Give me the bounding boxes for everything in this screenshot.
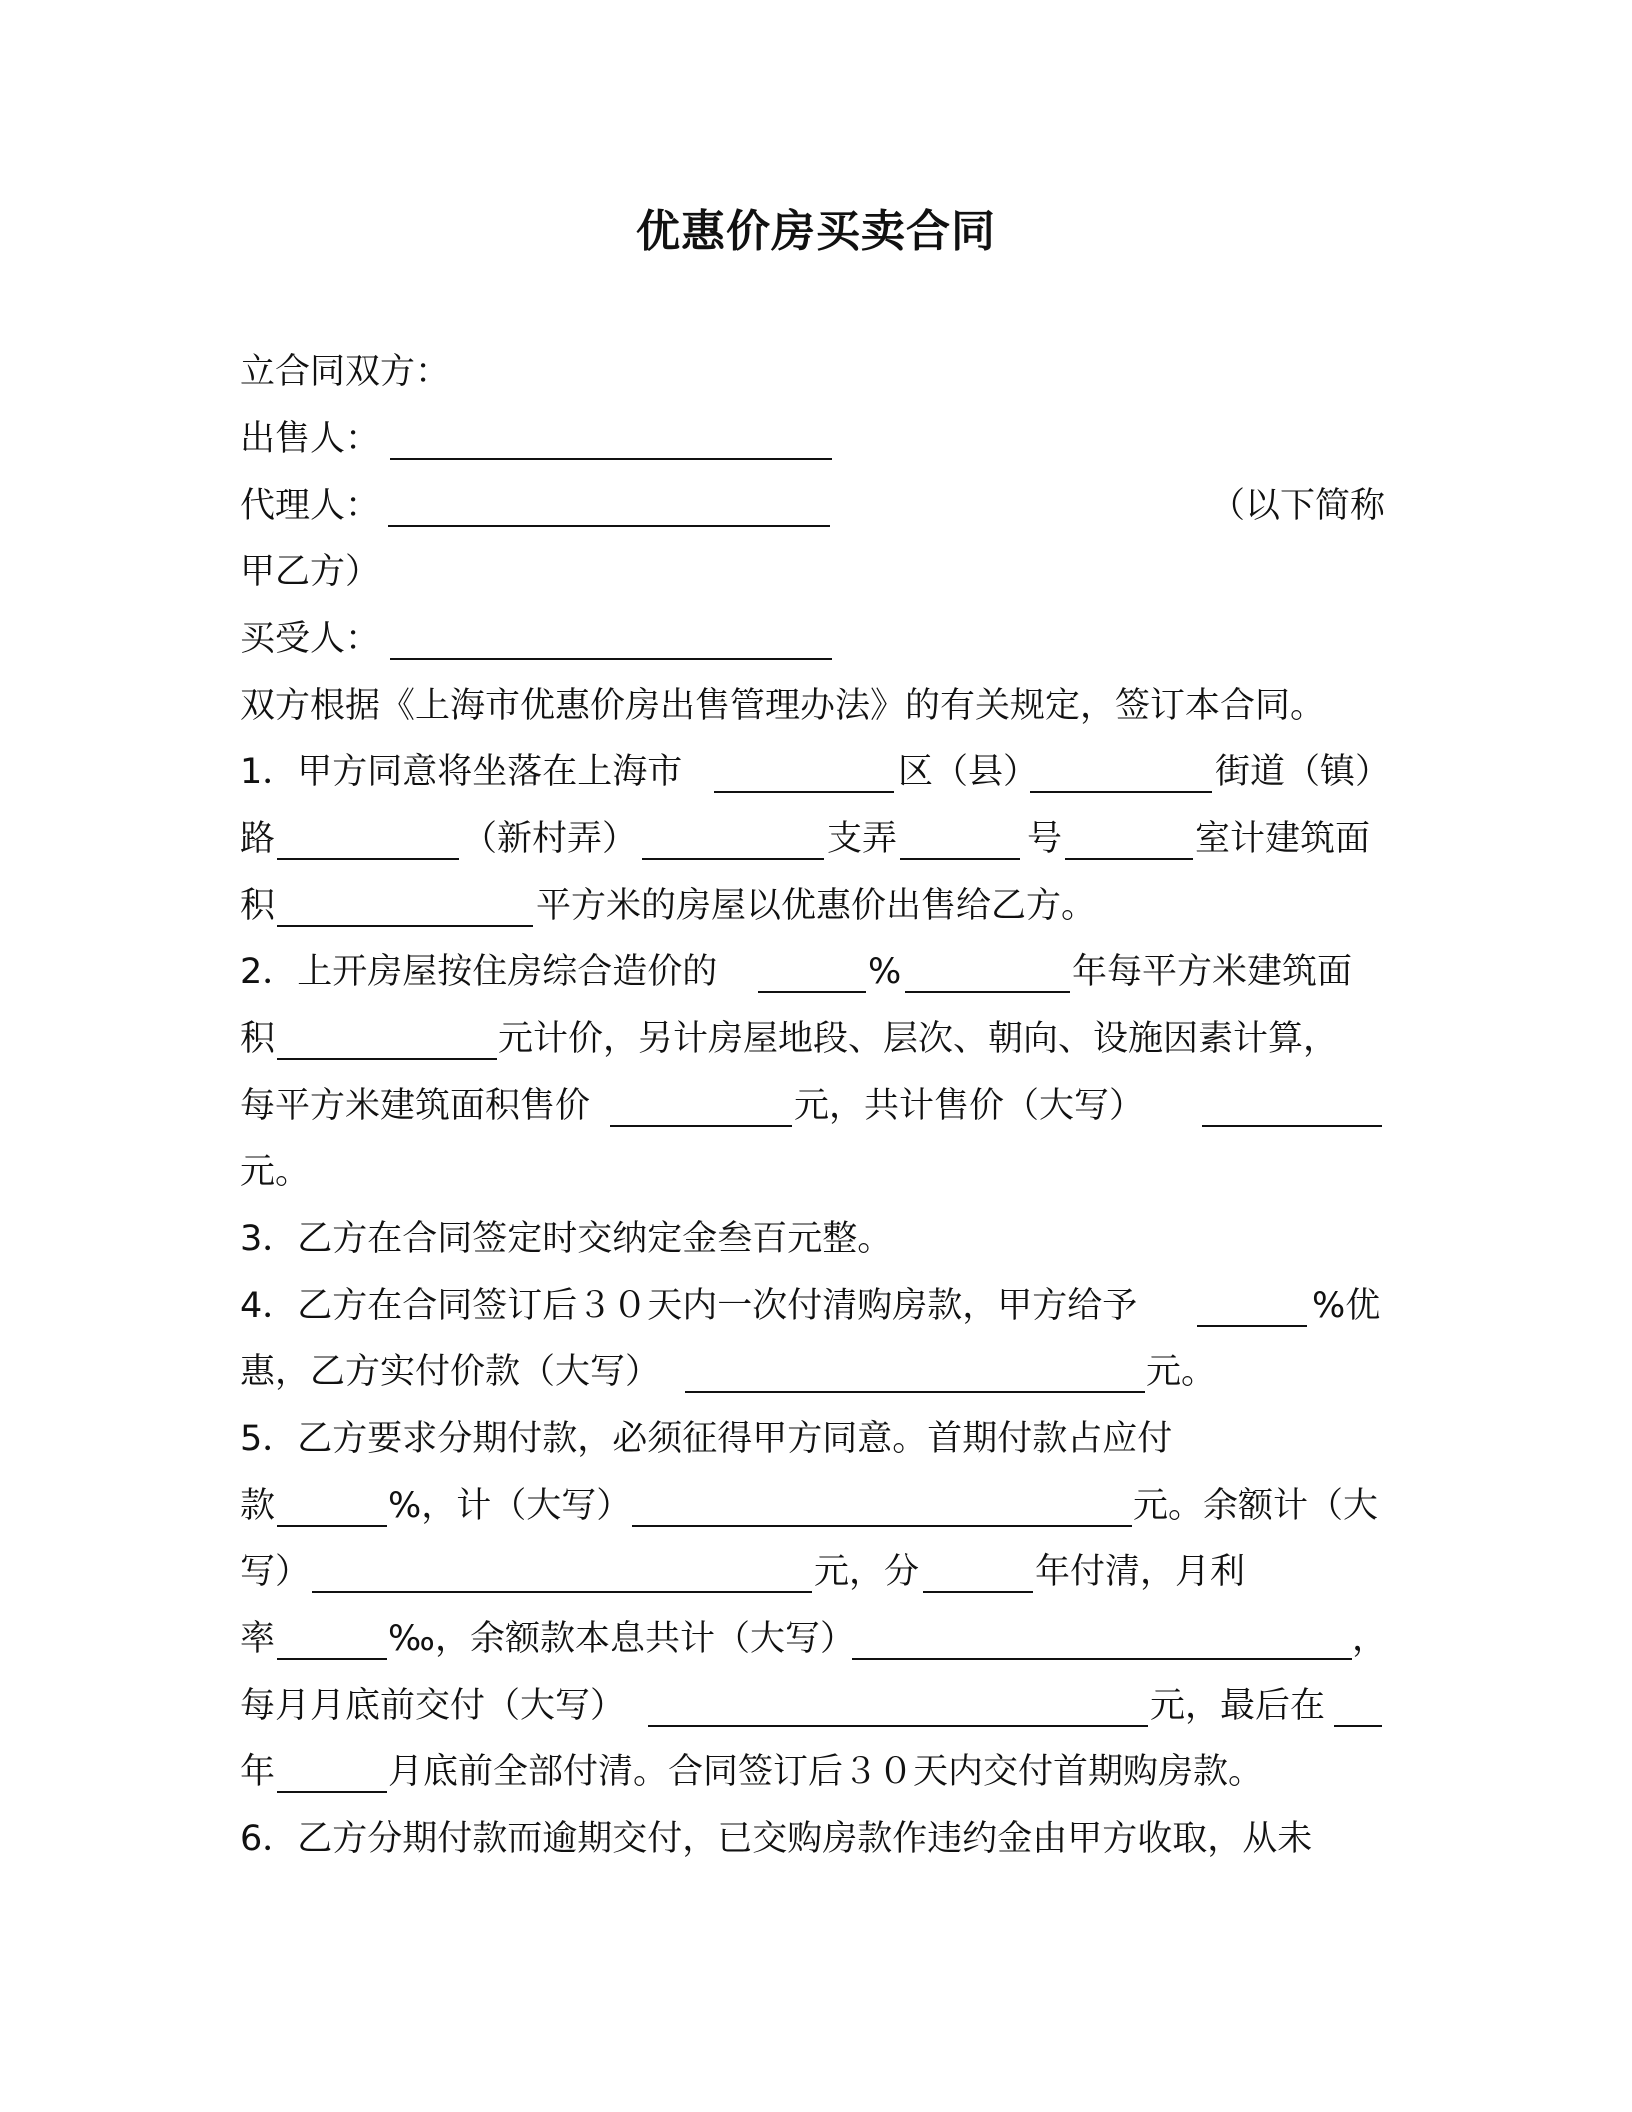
agent-label: 代理人： [240,486,381,526]
clause2-line1 [240,947,1384,1014]
monthly-amount-blank [648,1725,1148,1727]
clause4-start: 4．乙方在合同签订后３０天内一次付清购房款，甲方给予 [240,1286,1138,1326]
clause5-last: 元，最后在 [1150,1686,1326,1726]
unit-price-blank [277,1058,497,1060]
clause1-line1 [240,747,1391,814]
down-payment-amount-blank [632,1525,1132,1527]
clause5-installments: 元，分 [814,1552,920,1592]
parties-heading: 立合同双方： [240,352,451,392]
clause1-street: 街道（镇） [1215,752,1391,792]
clause5-line5 [240,1681,1384,1748]
clause1-area-start: 室计建筑面 [1195,819,1371,859]
clause5-write: 写） [240,1552,311,1592]
clause1-start: 1．甲方同意将坐落在上海市 [240,752,683,792]
seller-blank [390,458,832,460]
clause5-line4 [240,1614,1388,1681]
clause1-sublane: 支弄 [827,819,898,859]
clause5-kuan: 款 [240,1486,276,1526]
clause1-lane: （新村弄） [462,819,638,859]
clause5-rate-start: 年付清，月利 [1035,1552,1246,1592]
clause1-number: 号 [1027,819,1063,859]
intro-text: 双方根据《上海市优惠价房出售管理办法》的有关规定，签订本合同。 [240,686,1326,726]
abbr-note-end: 甲乙方） [240,552,381,592]
clause5-end: 月底前全部付清。合同签订后３０天内交付首期购房款。 [388,1752,1264,1792]
street-blank [1030,791,1212,793]
clause4-discount: %优 [1312,1286,1381,1326]
document-title: 优惠价房买卖合同 [636,206,996,257]
clause5-percent: %，计（大写） [388,1486,632,1526]
clause4-line2 [240,1347,1384,1414]
clause2-line4 [240,1147,1384,1214]
clause1-end: 平方米的房屋以优惠价出售给乙方。 [536,886,1097,926]
agent-blank [388,525,830,527]
parties-heading-line [240,347,1384,414]
clause5-line3 [240,1547,1384,1614]
room-blank [1065,858,1193,860]
lane-blank [642,858,824,860]
clause5-comma: ， [1352,1619,1388,1659]
last-year-blank [1334,1725,1382,1727]
paid-amount-blank [685,1391,1145,1393]
total-interest-blank [852,1658,1352,1660]
buyer-label: 买受人： [240,619,381,659]
clause5-line1 [240,1414,1384,1481]
clause2-area-char: 积 [240,1019,276,1059]
cost-percent-blank [758,991,866,993]
clause3-text: 3．乙方在合同签定时交纳定金叁百元整。 [240,1219,893,1259]
clause6-text: 6．乙方分期付款而逾期交付，已交购房款作违约金由甲方收取，从未 [240,1819,1313,1859]
balance-amount-blank [312,1591,812,1593]
last-month-blank [277,1791,387,1793]
discount-blank [1197,1325,1307,1327]
clause1-road: 路 [240,819,276,859]
clause1-line3 [240,881,1384,948]
clause2-line2 [240,1014,1384,1081]
area-blank [277,925,533,927]
clause2-year-area: 年每平方米建筑面 [1072,952,1353,992]
clause5-line2 [240,1481,1384,1548]
clause2-start: 2．上开房屋按住房综合造价的 [240,952,718,992]
clause2-yuan: 元。 [240,1152,311,1192]
clause5-year: 年 [240,1752,276,1792]
down-payment-percent-blank [277,1525,387,1527]
clause5-monthly: 每月月底前交付（大写） [240,1686,626,1726]
abbr-note-start: （以下简称 [1210,486,1386,526]
road-blank [277,858,459,860]
clause6-line [240,1814,1384,1881]
intro-line [240,681,1384,748]
total-price-blank [1202,1125,1382,1127]
clause4-line1 [240,1281,1384,1348]
seller-line [240,414,1384,481]
clause2-percent: % [868,952,902,992]
agent-line [240,481,1384,548]
clause2-line3 [240,1081,1384,1148]
buyer-blank [390,658,832,660]
sublane-blank [900,858,1020,860]
clause3-line [240,1214,1384,1281]
clause5-start: 5．乙方要求分期付款，必须征得甲方同意。首期付款占应付 [240,1419,1173,1459]
abbr-note-line [240,547,1384,614]
clause5-total-interest: ‰，余额款本息共计（大写） [388,1619,855,1659]
years-blank [923,1591,1033,1593]
interest-rate-blank [277,1658,387,1660]
clause4-paid: 惠，乙方实付价款（大写） [240,1352,661,1392]
seller-label: 出售人： [240,419,381,459]
clause1-line2 [240,814,1384,881]
clause2-sale-price: 每平方米建筑面积售价 [240,1086,591,1126]
clause1-area-char: 积 [240,886,276,926]
district-blank [714,791,894,793]
clause2-pricing: 元计价，另计房屋地段、层次、朝向、设施因素计算， [498,1019,1339,1059]
sale-price-blank [610,1125,792,1127]
year-blank [905,991,1070,993]
clause2-total: 元，共计售价（大写） [794,1086,1145,1126]
clause5-rate: 率 [240,1619,276,1659]
clause4-yuan: 元。 [1146,1352,1217,1392]
buyer-line [240,614,1384,681]
clause5-balance: 元。余额计（大 [1133,1486,1379,1526]
clause5-line6 [240,1747,1384,1814]
clause1-district: 区（县） [898,752,1039,792]
